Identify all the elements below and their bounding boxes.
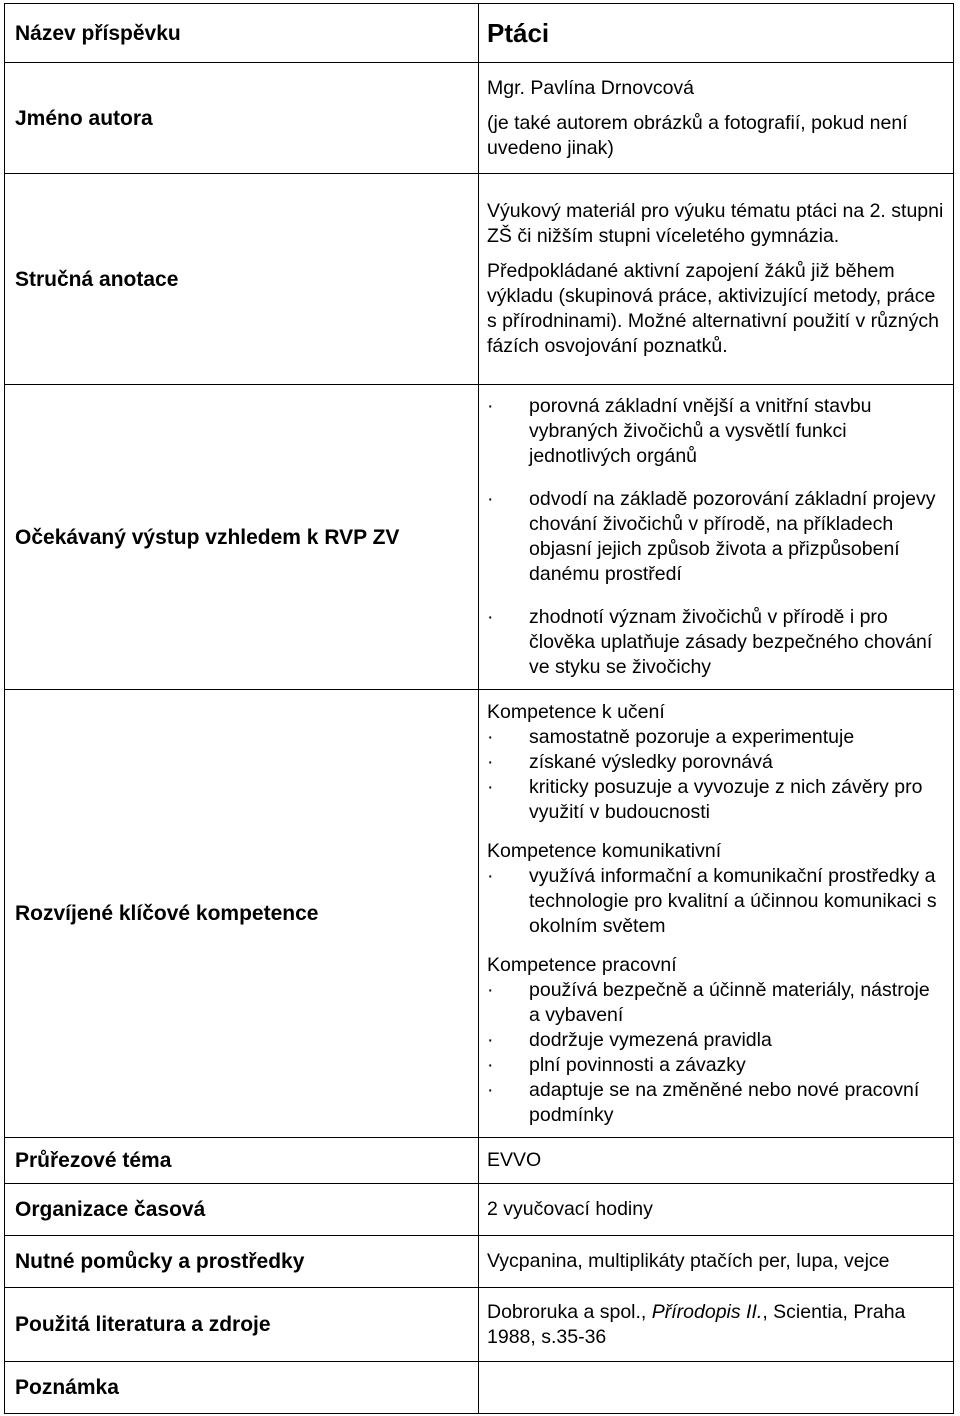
literature-book-title: Přírodopis II. — [651, 1300, 763, 1323]
label-author: Jméno autora — [15, 106, 153, 130]
label-outcomes: Očekávaný výstup vzhledem k RVP ZV — [15, 525, 400, 549]
row-theme — [4, 1138, 954, 1184]
value-outcomes — [487, 385, 945, 689]
value-literature — [487, 1288, 945, 1361]
value-time: 2 vyučovací hodiny — [487, 1198, 653, 1220]
row-time — [4, 1184, 954, 1236]
literature-publisher: , Scientia, Praha 1988, s.35-36 — [487, 1300, 906, 1348]
author-note: (je také autorem obrázků a fotografií, pokud není uvedeno jinak) — [487, 111, 908, 159]
label-literature: Použitá literatura a zdroje — [15, 1313, 271, 1336]
row-aids — [4, 1236, 954, 1288]
label-note: Poznámka — [15, 1376, 119, 1399]
outcome-text: porovná základní vnější a vnitřní stavbu vybraných živočichů a vysvětlí funkci jednotlivých orgánů — [529, 395, 872, 467]
label-time: Organizace časová — [15, 1198, 206, 1221]
value-title: Ptáci — [487, 17, 550, 48]
list-item — [487, 605, 945, 680]
row-annotation — [4, 174, 954, 385]
literature-authors: Dobroruka a spol., — [487, 1300, 652, 1323]
outcome-text: odvodí na základě pozorování základní projevy chování živočichů v přírodě, na příkladech objasní jejich způsob života a přizpůsobení danému prostředí — [529, 488, 936, 585]
list-item — [487, 1028, 945, 1053]
label-theme: Průřezové téma — [15, 1149, 172, 1172]
bullet-icon: · — [487, 864, 494, 887]
bullet-icon: · — [487, 1078, 494, 1101]
label-aids: Nutné pomůcky a prostředky — [15, 1250, 305, 1273]
row-literature — [4, 1288, 954, 1362]
bullet-icon: · — [487, 775, 494, 798]
bullet-icon: · — [487, 1053, 494, 1076]
bullet-icon: · — [487, 1028, 494, 1051]
competence-text: používá bezpečně a účinně materiály, nástroje a vybavení — [529, 978, 930, 1026]
author-name: Mgr. Pavlína Drnovcová — [487, 76, 695, 99]
annotation-paragraph-2: Předpokládané aktivní zapojení žáků již během výkladu (skupinová práce, aktivizující metody, práce s přírodninami). Možné alternativní použití v různých fázích osvojování poznatků. — [487, 260, 939, 357]
competence-text: plní povinnosti a závazky — [529, 1053, 746, 1076]
list-item — [487, 487, 945, 587]
list-item — [487, 864, 945, 939]
row-title — [4, 3, 954, 63]
value-competences — [487, 690, 945, 1137]
bullet-icon: · — [487, 750, 494, 773]
list-item — [487, 394, 945, 469]
list-item — [487, 750, 945, 775]
competence-heading: Kompetence pracovní — [487, 953, 677, 976]
list-item — [487, 1053, 945, 1078]
row-competences — [4, 690, 954, 1138]
competence-group-learning — [487, 700, 945, 825]
competence-text: získané výsledky porovnává — [529, 750, 773, 773]
competence-heading: Kompetence k učení — [487, 700, 665, 723]
row-author — [4, 63, 954, 174]
value-theme: EVVO — [487, 1149, 542, 1171]
competence-text: dodržuje vymezená pravidla — [529, 1028, 772, 1051]
bullet-icon: · — [487, 606, 494, 628]
list-item — [487, 1078, 945, 1128]
value-note — [487, 1362, 945, 1413]
list-item — [487, 725, 945, 750]
competence-group-communication — [487, 839, 945, 939]
list-item — [487, 978, 945, 1028]
annotation-paragraph-1: Výukový materiál pro výuku tématu ptáci na 2. stupni ZŠ či nižším stupni víceletého gymnázia. — [487, 200, 944, 247]
list-item — [487, 775, 945, 825]
bullet-icon: · — [487, 395, 494, 417]
competence-text: adaptuje se na změněné nebo nové pracovní podmínky — [529, 1078, 920, 1126]
row-outcomes — [4, 385, 954, 690]
competence-group-work — [487, 953, 945, 1128]
bullet-icon: · — [487, 978, 494, 1001]
competence-text: využívá informační a komunikační prostředky a technologie pro kvalitní a účinnou komunikaci s okolním světem — [529, 864, 937, 937]
bullet-icon: · — [487, 488, 494, 510]
competence-heading: Kompetence komunikativní — [487, 839, 722, 862]
value-aids: Vycpanina, multiplikáty ptačích per, lupa, vejce — [487, 1250, 890, 1272]
competence-text: kriticky posuzuje a vyvozuje z nich závěry pro využití v budoucnosti — [529, 775, 923, 823]
label-annotation: Stručná anotace — [15, 267, 179, 291]
row-note — [4, 1362, 954, 1414]
label-title: Název příspěvku — [15, 21, 181, 45]
label-competences: Rozvíjené klíčové kompetence — [15, 902, 319, 925]
value-annotation — [487, 174, 945, 384]
competence-text: samostatně pozoruje a experimentuje — [529, 725, 855, 748]
value-author — [487, 63, 945, 173]
bullet-icon: · — [487, 725, 494, 748]
outcome-text: zhodnotí význam živočichů v přírodě i pro člověka uplatňuje zásady bezpečného chování ve styku se živočichy — [529, 606, 933, 678]
